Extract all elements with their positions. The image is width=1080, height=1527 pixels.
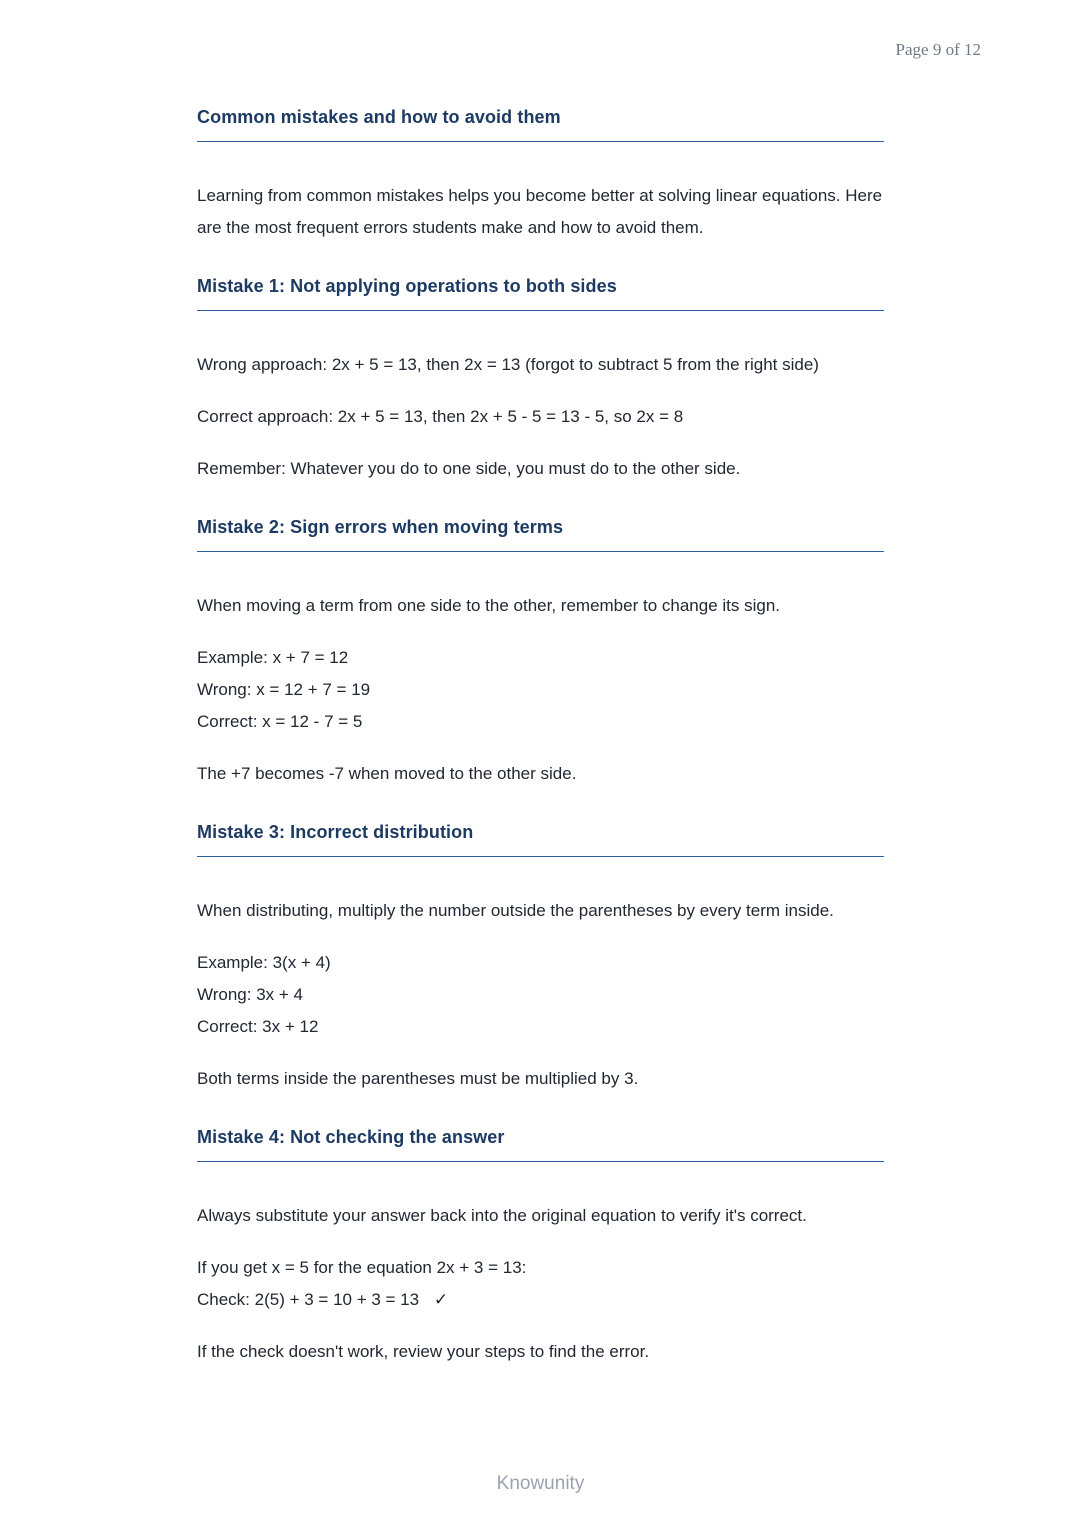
- paragraph: Always substitute your answer back into the original equation to verify it's correct.: [197, 1206, 807, 1225]
- example-block: [197, 642, 884, 738]
- check-line-text: Check: 2(5) + 3 = 10 + 3 = 13: [197, 1290, 420, 1309]
- wrong-line: Wrong: 3x + 4: [197, 985, 303, 1004]
- section-2-rule: [197, 551, 884, 552]
- section-mistake-1: [197, 244, 884, 485]
- example-line: Example: 3(x + 4): [197, 953, 331, 972]
- section-2-heading: Mistake 2: Sign errors when moving terms: [197, 517, 564, 537]
- check-icon: ✓: [433, 1290, 449, 1309]
- section-2-heading-block: [197, 515, 884, 552]
- paragraph: Wrong approach: 2x + 5 = 13, then 2x = 13 (forgot to subtract 5 from the right side): [197, 355, 819, 374]
- example-line: Example: x + 7 = 12: [197, 648, 349, 667]
- document-title-block: [197, 105, 884, 142]
- paragraph: Correct approach: 2x + 5 = 13, then 2x + 5 - 5 = 13 - 5, so 2x = 8: [197, 407, 684, 426]
- section-3-heading: Mistake 3: Incorrect distribution: [197, 822, 474, 842]
- paragraph: The +7 becomes -7 when moved to the other side.: [197, 764, 577, 783]
- check-line: [197, 1284, 884, 1316]
- equation-line: If you get x = 5 for the equation 2x + 3 = 13:: [197, 1258, 527, 1277]
- check-block: [197, 1252, 884, 1316]
- section-mistake-2: [197, 485, 884, 790]
- paragraph: When moving a term from one side to the other, remember to change its sign.: [197, 596, 781, 615]
- paragraph: If the check doesn't work, review your steps to find the error.: [197, 1342, 650, 1361]
- section-mistake-4: [197, 1095, 884, 1368]
- section-1-heading: Mistake 1: Not applying operations to both sides: [197, 276, 617, 296]
- section-4-heading-block: [197, 1125, 884, 1162]
- paragraph: When distributing, multiply the number outside the parentheses by every term inside.: [197, 901, 834, 920]
- wrong-line: Wrong: x = 12 + 7 = 19: [197, 680, 371, 699]
- page-number: Page 9 of 12: [895, 40, 981, 59]
- section-1-rule: [197, 310, 884, 311]
- example-block: [197, 947, 884, 1043]
- title-rule: [197, 141, 884, 142]
- section-4-rule: [197, 1161, 884, 1162]
- paragraph: Both terms inside the parentheses must be multiplied by 3.: [197, 1069, 639, 1088]
- section-mistake-3: [197, 790, 884, 1095]
- footer-brand: Knowunity: [496, 1473, 585, 1494]
- section-4-heading: Mistake 4: Not checking the answer: [197, 1127, 505, 1147]
- section-1-heading-block: [197, 274, 884, 311]
- correct-line: Correct: 3x + 12: [197, 1017, 319, 1036]
- intro-paragraph: Learning from common mistakes helps you become better at solving linear equations. Here are the most frequent errors students make and how to avoid them.: [197, 186, 883, 237]
- correct-line: Correct: x = 12 - 7 = 5: [197, 712, 363, 731]
- section-3-heading-block: [197, 820, 884, 857]
- document-title: Common mistakes and how to avoid them: [197, 107, 561, 127]
- section-3-rule: [197, 856, 884, 857]
- paragraph: Remember: Whatever you do to one side, you must do to the other side.: [197, 459, 741, 478]
